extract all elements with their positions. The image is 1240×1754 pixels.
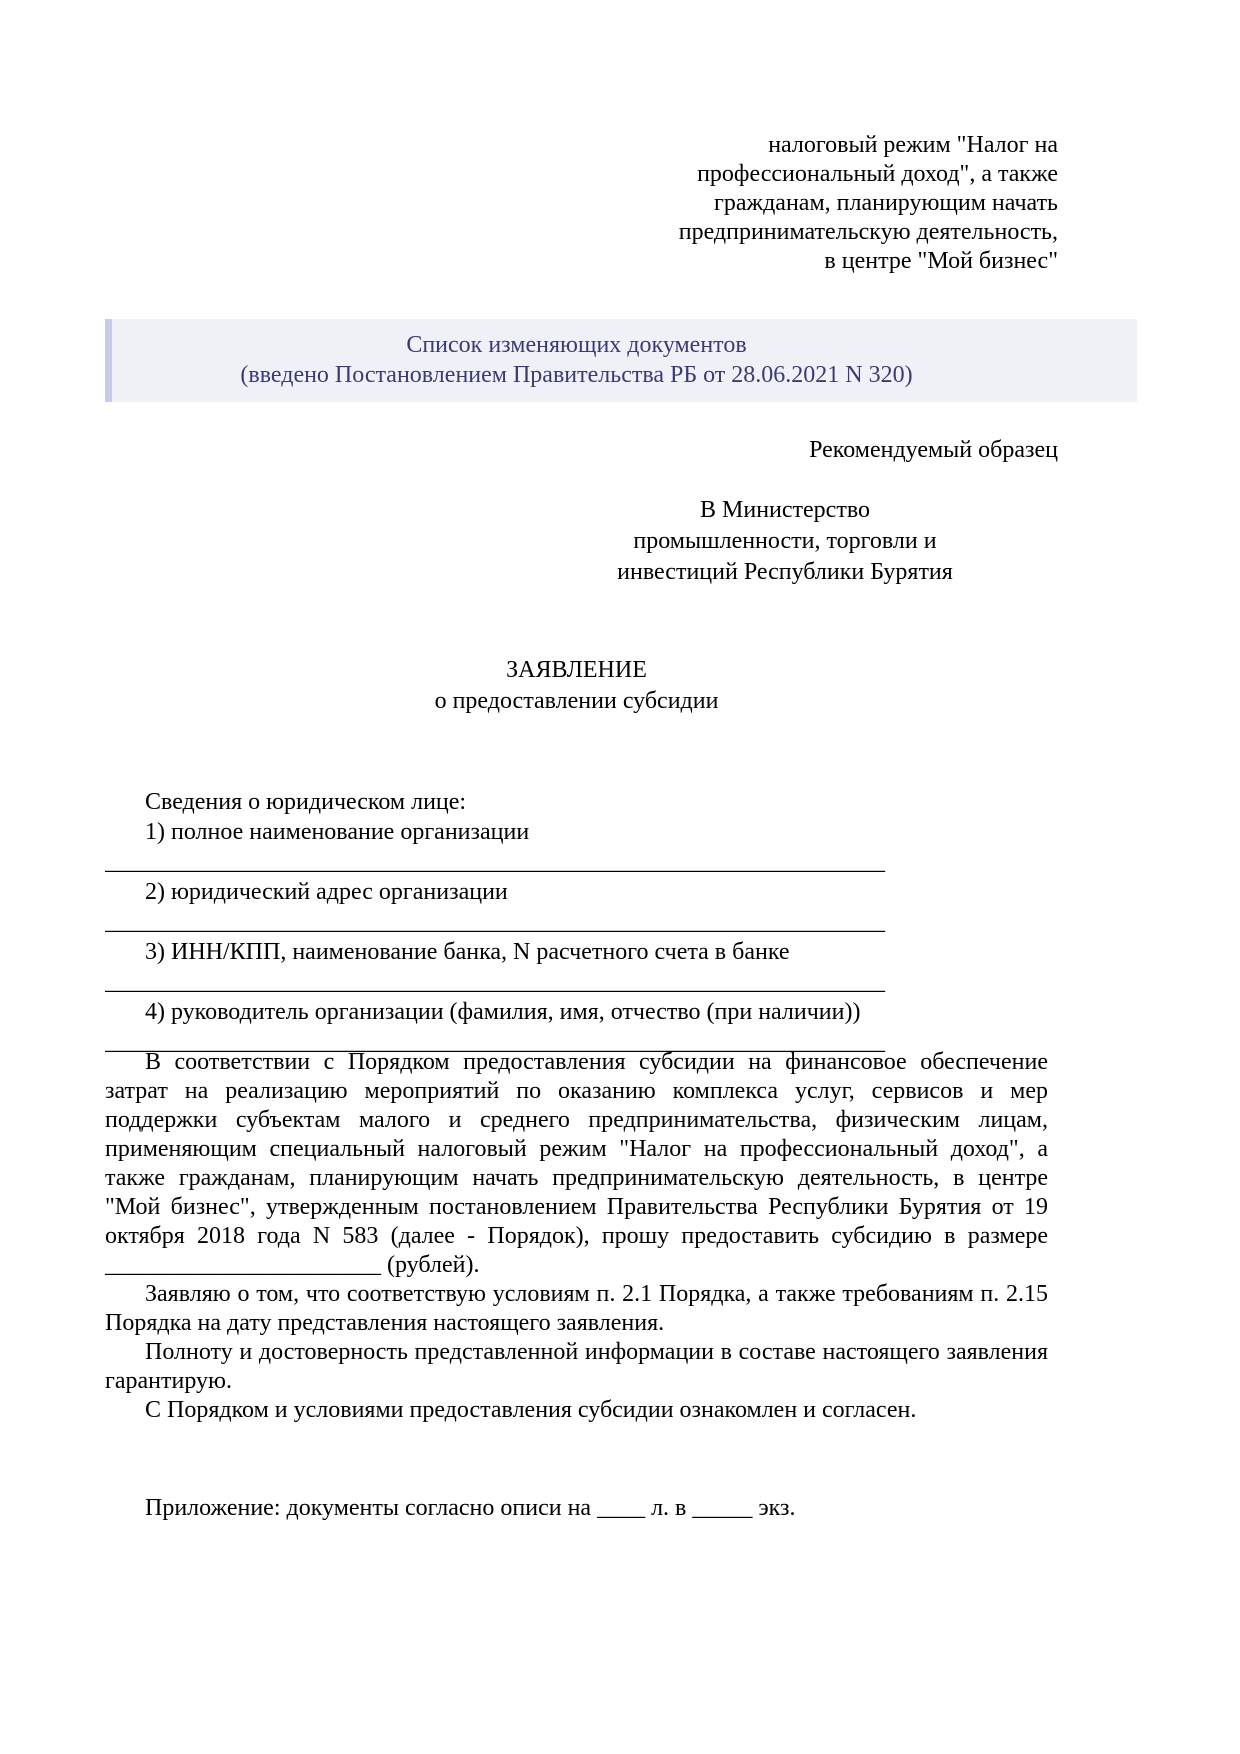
form-item-legal-address: 2) юридический адрес организации bbox=[145, 879, 508, 905]
document-title bbox=[105, 655, 1048, 717]
blank-field-line: _________________________________________________________________ bbox=[105, 909, 885, 935]
recommended-sample-label: Рекомендуемый образец bbox=[809, 437, 1058, 463]
addressee-line: промышленности, торговли и bbox=[633, 528, 937, 554]
document-title-line1: ЗАЯВЛЕНИЕ bbox=[506, 657, 647, 683]
addressee-line: В Министерство bbox=[700, 497, 870, 523]
paragraph-terms-agreement: С Порядком и условиями предоставления субсидии ознакомлен и согласен. bbox=[145, 1397, 917, 1423]
paragraph-subsidy-request: В соответствии с Порядком предоставления субсидии на финансовое обеспечение затрат на реализацию мероприятий по оказанию комплекса услуг, сервисов и мер поддержки субъектам малого и среднего предпринимательства, физическим лицам, применяющим специальный налоговый режим "Налог на профессиональный доход", а также гражданам, планирующим начать предпринимательскую деятельность, в центре "Мой бизнес", утвержденным постановлением Правительства Республики Бурятия от 19 октября 2018 года N 583 (далее - Порядок), прошу предоставить субсидию в размере _______________________ (рублей). bbox=[105, 1049, 1048, 1278]
form-item-inn-kpp-bank: 3) ИНН/КПП, наименование банка, N расчетного счета в банке bbox=[145, 939, 790, 965]
document-title-line2: о предоставлении субсидии bbox=[434, 688, 719, 714]
blank-field-line: _________________________________________________________________ bbox=[105, 1029, 885, 1055]
blank-field-line: _________________________________________________________________ bbox=[105, 849, 885, 875]
paragraph-compliance-statement: Заявляю о том, что соответствую условиям п. 2.1 Порядка, а также требованиям п. 2.15 Порядка на дату представления настоящего заявления. bbox=[105, 1281, 1048, 1336]
legal-entity-info-section bbox=[105, 787, 1048, 1057]
attachment-line: Приложение: документы согласно описи на ____ л. в _____ экз. bbox=[145, 1495, 796, 1521]
paragraph-accuracy-guarantee: Полноту и достоверность представленной информации в составе настоящего заявления гарантирую. bbox=[105, 1339, 1048, 1394]
blank-field-line: _________________________________________________________________ bbox=[105, 969, 885, 995]
continuation-line: в центре "Мой бизнес" bbox=[824, 248, 1058, 274]
continuation-line: налоговый режим "Налог на bbox=[768, 132, 1058, 158]
addressee-block bbox=[615, 495, 955, 588]
amending-documents-box bbox=[105, 319, 1137, 402]
legal-entity-heading: Сведения о юридическом лице: bbox=[145, 789, 467, 815]
continuation-line: гражданам, планирующим начать bbox=[714, 190, 1058, 216]
continuation-block bbox=[588, 131, 1058, 276]
amending-documents-subtitle: (введено Постановлением Правительства РБ от 28.06.2021 N 320) bbox=[240, 362, 913, 388]
continuation-line: профессиональный доход", а также bbox=[697, 161, 1058, 187]
form-item-head-of-organization: 4) руководитель организации (фамилия, имя, отчество (при наличии)) bbox=[145, 999, 861, 1025]
amending-documents-title: Список изменяющих документов bbox=[406, 332, 747, 358]
body-paragraphs bbox=[105, 1048, 1048, 1425]
addressee-line: инвестиций Республики Бурятия bbox=[617, 559, 953, 585]
continuation-line: предпринимательскую деятельность, bbox=[678, 219, 1058, 245]
form-item-organization-name: 1) полное наименование организации bbox=[145, 819, 530, 845]
